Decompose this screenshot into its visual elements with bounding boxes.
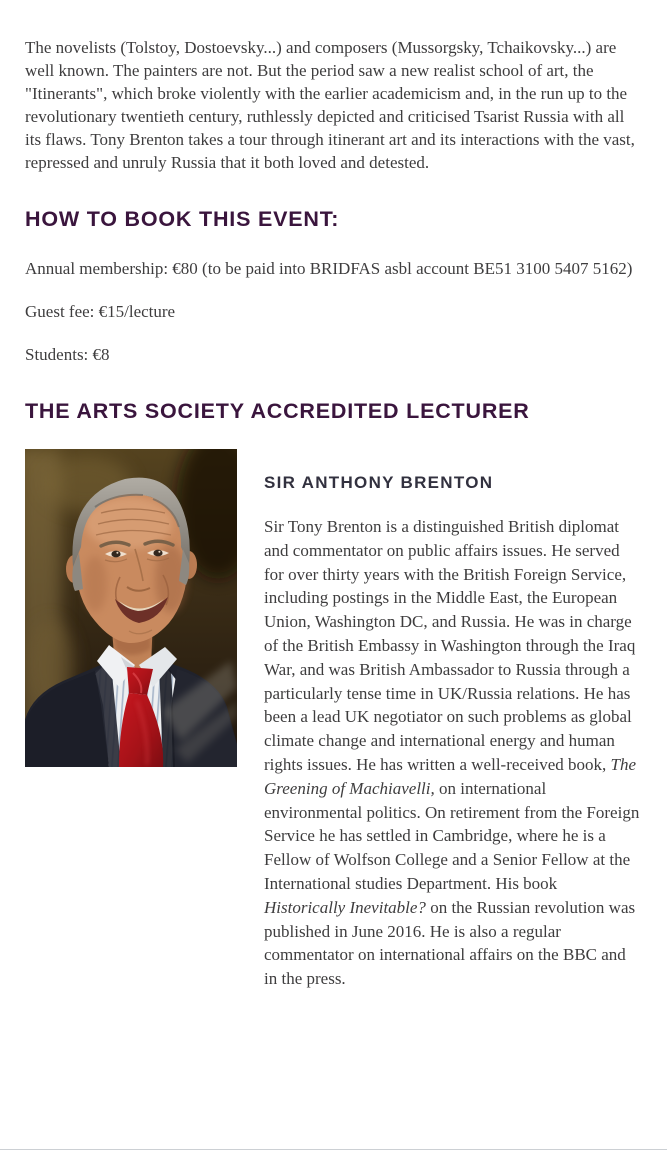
lecturer-bio bbox=[264, 515, 640, 991]
booking-students: Students: €8 bbox=[25, 345, 110, 364]
booking-heading: HOW TO BOOK THIS EVENT: bbox=[25, 207, 340, 231]
booking-guest-fee: Guest fee: €15/lecture bbox=[25, 302, 176, 321]
book-title-greening-of-machiavelli: The Greening of Machiavelli, bbox=[264, 754, 637, 798]
lecturer-photo-illustration bbox=[25, 449, 237, 767]
bottom-divider bbox=[0, 1149, 667, 1150]
bio-text-1: Sir Tony Brenton is a distinguished British diplomat and commentator on public affairs issues. He served for over thirty years with the British Foreign Service, including postings in the Middle East, the European Union, Washington DC, and Russia. He was in charge of the British Embassy in Washington through the Iraq War, and was British Ambassador to Russia through a particularly tense time in UK/Russia relations. He has been a lead UK negotiator on such problems as global climate change and international energy and human rights issues. He has written a well-received book, bbox=[264, 517, 636, 774]
lecturer-section bbox=[25, 449, 640, 991]
bio-text-2: on international environmental politics. On retirement from the Foreign Service he has settled in Cambridge, where he is a Fellow of Wolfson College and a Senior Fellow at the International studies Department. His book bbox=[264, 778, 640, 893]
lecturer-photo bbox=[25, 449, 237, 767]
lecturer-name: SIR ANTHONY BRENTON bbox=[264, 473, 494, 492]
bio-text-3: on the Russian revolution was published in June 2016. He is also a regular commentator on international affairs on the BBC and in the press. bbox=[264, 897, 636, 989]
lecturer-details bbox=[264, 449, 640, 991]
lecturer-heading: THE ARTS SOCIETY ACCREDITED LECTURER bbox=[25, 399, 530, 423]
booking-annual-membership: Annual membership: €80 (to be paid into BRIDFAS asbl account BE51 3100 5407 5162) bbox=[25, 259, 633, 278]
intro-paragraph: The novelists (Tolstoy, Dostoevsky...) and composers (Mussorgsky, Tchaikovsky...) are well known. The painters are not. But the period saw a new realist school of art, the "Itinerants", which broke violently with the earlier academicism and, in the run up to the revolutionary twentieth century, ruthlessly depicted and criticised Tsarist Russia with all its flaws. Tony Brenton takes a tour through itinerant art and its interactions with the vast, repressed and unruly Russia that it both loved and detested. bbox=[25, 38, 635, 172]
book-title-historically-inevitable: Historically Inevitable? bbox=[264, 897, 426, 917]
